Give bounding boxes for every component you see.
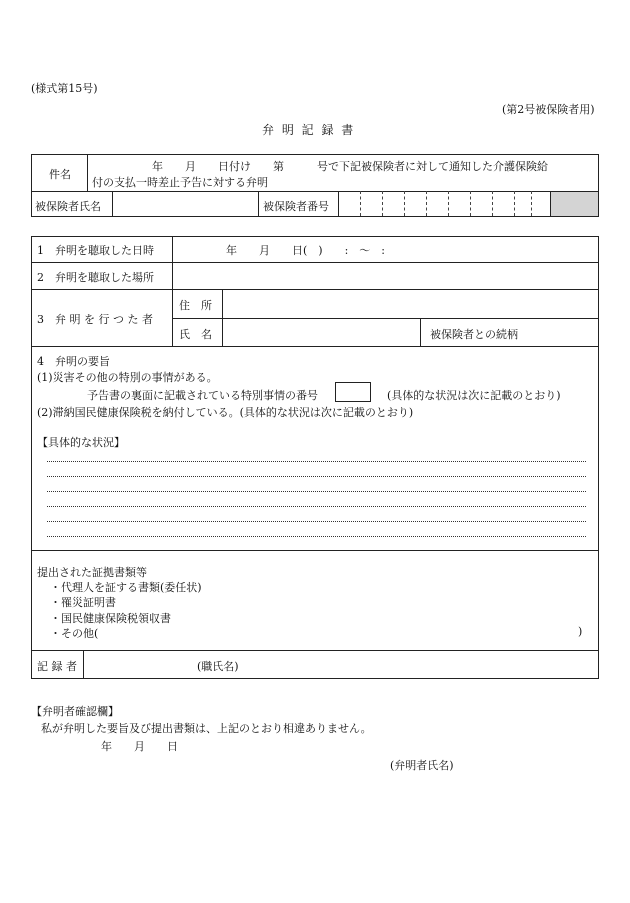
insured-number-label: 被保険者番号 bbox=[263, 200, 329, 213]
special-circumstance-number-box[interactable] bbox=[335, 382, 371, 402]
case-label: 件名 bbox=[49, 168, 71, 181]
insured-name-label: 被保険者氏名 bbox=[35, 200, 101, 213]
form-number: (様式第15号) bbox=[31, 82, 98, 95]
concrete-situation-label: 【具体的な状況】 bbox=[37, 436, 125, 449]
page-title: 弁 明 記 録 書 bbox=[262, 123, 356, 137]
evidence-item-other[interactable]: ・その他( bbox=[50, 627, 99, 640]
hearing-datetime-value[interactable]: 年 月 日( ) : 〜 : bbox=[226, 244, 385, 257]
name-field[interactable] bbox=[223, 319, 419, 345]
confirmation-statement: 私が弁明した要旨及び提出書類は、上記のとおり相違ありません。 bbox=[41, 722, 372, 735]
evidence-title: 提出された証拠書類等 bbox=[37, 566, 147, 579]
evidence-item: ・罹災証明書 bbox=[50, 596, 116, 609]
insured-number-field[interactable] bbox=[339, 192, 550, 215]
respondent-label: 3 弁 明 を 行 つ た 者 bbox=[37, 313, 153, 326]
evidence-other-close: ) bbox=[578, 625, 583, 638]
summary-item-1: (1)災害その他の特別の事情がある。 bbox=[37, 371, 218, 384]
summary-label: 4 弁明の要旨 bbox=[37, 355, 110, 368]
hearing-datetime-label: 1 弁明を聴取した日時 bbox=[37, 244, 154, 257]
address-label: 住 所 bbox=[179, 299, 212, 312]
hearing-place-field[interactable] bbox=[173, 263, 597, 288]
form-type: (第2号被保険者用) bbox=[502, 103, 595, 116]
hearing-place-label: 2 弁明を聴取した場所 bbox=[37, 271, 154, 284]
special-circumstance-note: (具体的な状況は次に記載のとおり) bbox=[387, 389, 561, 402]
recorder-label: 記 録 者 bbox=[37, 660, 77, 673]
confirmation-title: 【弁明者確認欄】 bbox=[31, 705, 119, 718]
summary-item-2: (2)滞納国民健康保険税を納付している。(具体的な状況は次に記載のとおり) bbox=[37, 406, 414, 419]
case-text-line2: 付の支払一時差止予告に対する弁明 bbox=[92, 176, 268, 189]
address-field[interactable] bbox=[223, 290, 597, 317]
case-text-line1: 年 月 日付け 第 号で下記被保険者に対して通知した介護保険給 bbox=[152, 160, 548, 173]
recorder-value[interactable]: (職氏名) bbox=[197, 660, 239, 673]
confirmation-date[interactable]: 年 月 日 bbox=[101, 740, 178, 753]
shaded-cell bbox=[551, 192, 598, 216]
relation-label: 被保険者との続柄 bbox=[430, 328, 518, 341]
special-circumstance-label: 予告書の裏面に記載されている特別事情の番号 bbox=[87, 389, 318, 402]
signer-name-label[interactable]: (弁明者氏名) bbox=[390, 759, 454, 772]
insured-name-field[interactable] bbox=[113, 192, 257, 215]
evidence-item: ・国民健康保険税領収書 bbox=[50, 612, 171, 625]
evidence-item: ・代理人を証する書類(委任状) bbox=[50, 581, 202, 594]
name-label: 氏 名 bbox=[179, 328, 212, 341]
